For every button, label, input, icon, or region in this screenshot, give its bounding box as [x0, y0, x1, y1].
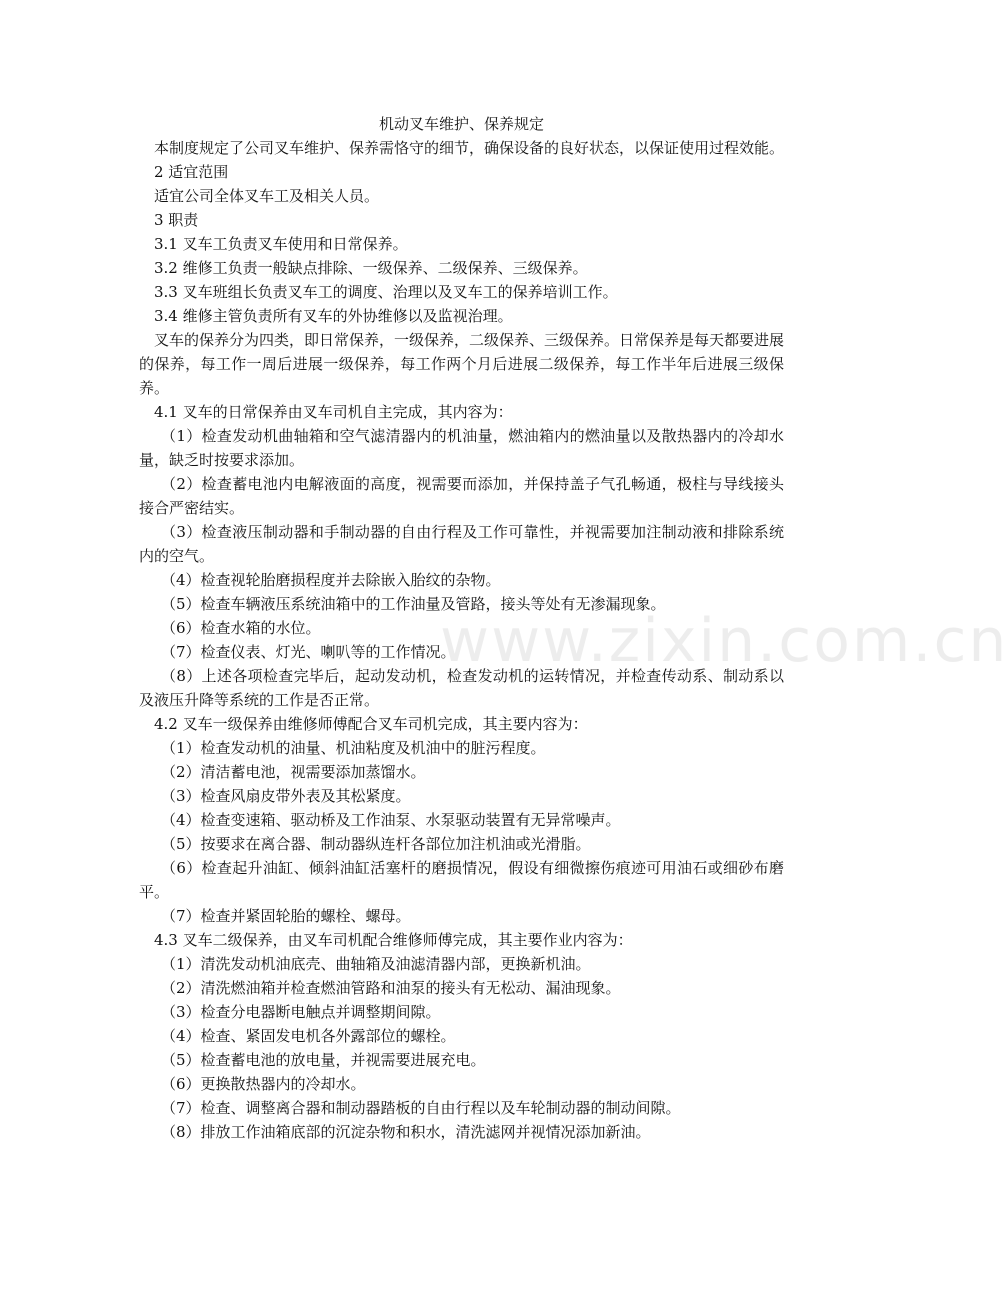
list-item: （6）更换散热器内的冷却水。	[161, 1075, 366, 1093]
watermark: www.zixin.com.cn	[440, 606, 1008, 676]
list-item: （4）检查变速箱、驱动桥及工作油泵、水泵驱动装置有无异常噪声。	[161, 811, 621, 829]
list-item: （2）清洗燃油箱并检查燃油管路和油泵的接头有无松动、漏油现象。	[161, 979, 621, 997]
list-item: （7）检查、调整离合器和制动器踏板的自由行程以及车轮制动器的制动间隙。	[161, 1099, 681, 1117]
scope-paragraph: 适宜公司全体叉车工及相关人员。	[154, 187, 380, 205]
list-item: （5）按要求在离合器、制动器纵连杆各部位加注机油或光滑脂。	[161, 835, 591, 853]
duty-item: 3.4 维修主管负责所有叉车的外协维修以及监视治理。	[154, 307, 513, 325]
list-item: （5）检查车辆液压系统油箱中的工作油量及管路，接头等处有无渗漏现象。	[161, 595, 666, 613]
maintenance-overview-paragraph: 叉车的保养分为四类，即日常保养，一级保养，二级保养、三级保养。日常保养是每天都要进展的保养，每工作一周后进展一级保养，每工作两个月后进展二级保养，每工作半年后进展三级保养。	[139, 331, 785, 397]
list-item: （7）检查并紧固轮胎的螺栓、螺母。	[161, 907, 411, 925]
duty-item: 3.1 叉车工负责叉车使用和日常保养。	[154, 235, 408, 253]
section-heading-scope: 2 适宜范围	[154, 163, 229, 181]
list-item: （8）排放工作油箱底部的沉淀杂物和积水，清洗滤网并视情况添加新油。	[161, 1123, 651, 1141]
list-item: （7）检查仪表、灯光、喇叭等的工作情况。	[161, 643, 456, 661]
list-item: （3）检查风扇皮带外表及其松紧度。	[161, 787, 411, 805]
list-item: （1）检查发动机的油量、机油粘度及机油中的脏污程度。	[161, 739, 546, 757]
section-heading-duties: 3 职责	[154, 211, 199, 229]
list-item: （4）检查、紧固发电机各外露部位的螺栓。	[161, 1027, 456, 1045]
section-heading-level1: 4.2 叉车一级保养由维修师傅配合叉车司机完成，其主要内容为：	[154, 715, 588, 733]
list-item: （6）检查水箱的水位。	[161, 619, 321, 637]
list-item: （3）检查液压制动器和手制动器的自由行程及工作可靠性，并视需要加注制动液和排除系统内的空气。	[139, 523, 784, 565]
intro-paragraph: 本制度规定了公司叉车维护、保养需恪守的细节，确保设备的良好状态，以保证使用过程效能。	[154, 139, 785, 157]
list-item: （2）清洁蓄电池，视需要添加蒸馏水。	[161, 763, 426, 781]
list-item: （2）检查蓄电池内电解液面的高度，视需要而添加，并保持盖子气孔畅通，极柱与导线接头接合严密结实。	[139, 475, 784, 517]
list-item: （3）检查分电器断电触点并调整期间隙。	[161, 1003, 441, 1021]
list-item: （4）检查视轮胎磨损程度并去除嵌入胎纹的杂物。	[161, 571, 501, 589]
list-item: （1）检查发动机曲轴箱和空气滤清器内的机油量，燃油箱内的燃油量以及散热器内的冷却水量，缺乏时按要求添加。	[139, 427, 784, 469]
list-item: （6）检查起升油缸、倾斜油缸活塞杆的磨损情况，假设有细微擦伤痕迹可用油石或细砂布磨平。	[139, 859, 784, 901]
duty-item: 3.3 叉车班组长负责叉车工的调度、治理以及叉车工的保养培训工作。	[154, 283, 618, 301]
list-item: （5）检查蓄电池的放电量，并视需要进展充电。	[161, 1051, 486, 1069]
document-title: 机动叉车维护、保养规定	[378, 115, 544, 133]
list-item: （1）清洗发动机油底壳、曲轴箱及油滤清器内部，更换新机油。	[161, 955, 591, 973]
section-heading-daily: 4.1 叉车的日常保养由叉车司机自主完成，其内容为：	[154, 403, 513, 421]
section-heading-level2: 4.3 叉车二级保养，由叉车司机配合维修师傅完成，其主要作业内容为：	[154, 931, 633, 949]
duty-item: 3.2 维修工负责一般缺点排除、一级保养、二级保养、三级保养。	[154, 259, 588, 277]
list-item: （8）上述各项检查完毕后，起动发动机，检查发动机的运转情况，并检查传动系、制动系以及液压升降等系统的工作是否正常。	[139, 667, 784, 709]
document-page	[139, 112, 784, 1144]
